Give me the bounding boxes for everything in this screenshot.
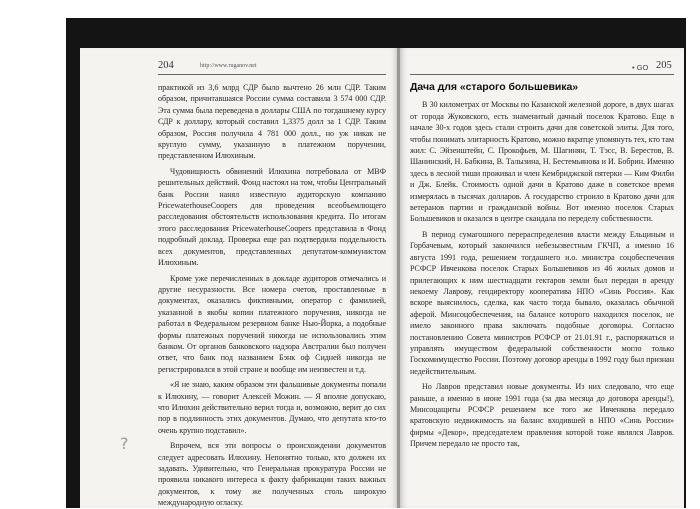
left-text-column xyxy=(158,82,386,509)
section-heading: Дача для «старого большевика» xyxy=(410,81,579,93)
paragraph: Чудовищность обвинений Илюхина потребовала от МВФ решительных действий. Фонд настоял на том, чтобы Центральный банк России нанял известную аудиторскую компанию PricewaterhouseCoopers для проведения всеобъемлющего расследования обстоятельств использования кредита. По итогам этого расследования PricewaterhouseCoopers представила в Фонд подробный доклад. Проверка еще раз подтвердила поддельность всех документов, представленных депутатом-коммунистом Илюхиным. xyxy=(158,166,386,268)
right-text-column xyxy=(410,82,674,450)
right-header-rule xyxy=(410,74,674,75)
paragraph: В период сумагошного перераспределения власти между Ельциным и Горбачевым, который закончился небезызвестным ГКЧП, а именно 16 августа 1991 года, решением тогдашнего и.о. министра соцобеспечения РСФСР Ивченкова поселок Старых Большевиков из 46 жилых домов и прилегающих к ним шестнадцати гектаров земли был передан в аренду некоему Лаврову, гендиректору кооператива НПО «Синь Россия». Как вскоре выяснилось, сделка, как часто тогда бывало, оказалась обычной аферой. Минсоцобеспечения, на балансе которого находился поселок, не имело законного права заключать подобные договоры. Согласно постановлению Совета министров РСФСР от 21.01.91 г., распоряжаться и управлять имуществом федеральной собственности могло только Госкомимущество России. Поэтому договор аренды в 1992 году был признан недействительным. xyxy=(410,229,674,376)
site-url: http://www.ruganov.net xyxy=(200,63,257,69)
paragraph: В 30 километрах от Москвы по Казанской железной дороге, в двух шагах от города Жуковского, есть знаменитый дачный поселок Кратово. Еще в начале 30-х годов здесь стали строить дачи для советской элиты. Для того, чтобы понимать элитарность Кратово, можно вкратце упомянуть тех, кто там жил: С. Эйзенштейн, С. Прокофьев, М. Шагинян, Т. Тэсс, В. Берестов, В. Шанинский, Н. Бабкина, В. Талызина, Н. Бестемьянова и И. Бобрин. Именно здесь в лесной тиши проживал и член Кембриджской пятерки — Ким Филби и Дж. Блейк. Стоимость одной дачи в Кратово даже в советское время измерялась в тысячах долларов. А государство строило в Кратово дачи для ветеранов партии и гражданской войны. Вот именно поселок Старых Большевиков и оказался в центре скандала по переделу собственности. xyxy=(410,100,674,224)
right-page-number: 205 xyxy=(656,60,672,71)
section-marker: • GO xyxy=(632,63,649,72)
left-page xyxy=(80,48,398,508)
left-page-number: 204 xyxy=(158,60,174,71)
paragraph: Впрочем, вся эти вопросы о происхождении документов следует адресовать Илюхину. Непонятно только, кто должен их задавать. Удивительно, что Генеральная прокуратура России не проявила никакого интереса к факту фабрикации таких важных документов, к тому же полученных столь широкую международную огласку. xyxy=(158,441,386,508)
left-header-rule xyxy=(158,74,386,75)
right-page xyxy=(400,48,684,508)
paragraph: Но Лавров представил новые документы. Из них следовало, что еще раньше, а именно в июне 1991 года (за два месяца до договора аренды!), Минсоцащиты РСФСР решением все того же Ивченкова передало кратовскую недвижимость на баланс входившей в НПО «Синь России» фирмы «Декор», председателем правления которой тоже являлся Лавров. Причем передало не просто так, xyxy=(410,382,674,449)
paragraph: «Я не знаю, каким образом эти фальшивые документы попали к Илюхину, — говорит Алексей Можин. — Я вполне допускаю, что Илюхин действительно верил тогда и, возможно, верит до сих пор в подлинность этих документов. Думаю, что депутата кто-то очень крупно подставил». xyxy=(158,380,386,435)
pencil-question-mark: ? xyxy=(120,434,129,453)
paragraph: практикой из 3,6 млрд СДР было вычтено 26 млн СДР. Таким образом, причитавшаяся России сумма составила 3 574 000 СДР. Эта сумма была переведена в доллары США по тогдашнему курсу СДР к доллару, который составил 1,3375 долл за 1 СДР. Таким образом, Россия получила 4 781 000 долл., но уж никак не круглую сумму, указанную в платежном поручении, представленном Илюхиным. xyxy=(158,83,386,161)
paragraph: Кроме уже перечисленных в докладе аудиторов отмечались и другие несуразности. Все номера счетов, проставленные в документах, оказались фиктивными, оператор с фамилией, указанной в якобы копии платежного поручения, никогда не работал в Федеральном резервном банке Нью-Йорка, а подобные формы платежных поручений никогда не использовались этим банком. От органов банковского надзора Австралии был получен ответ, что банк под названием Бэнк оф Сидней никогда не регистрировался в этой стране и вообще им неизвестен и т.д. xyxy=(158,273,386,374)
